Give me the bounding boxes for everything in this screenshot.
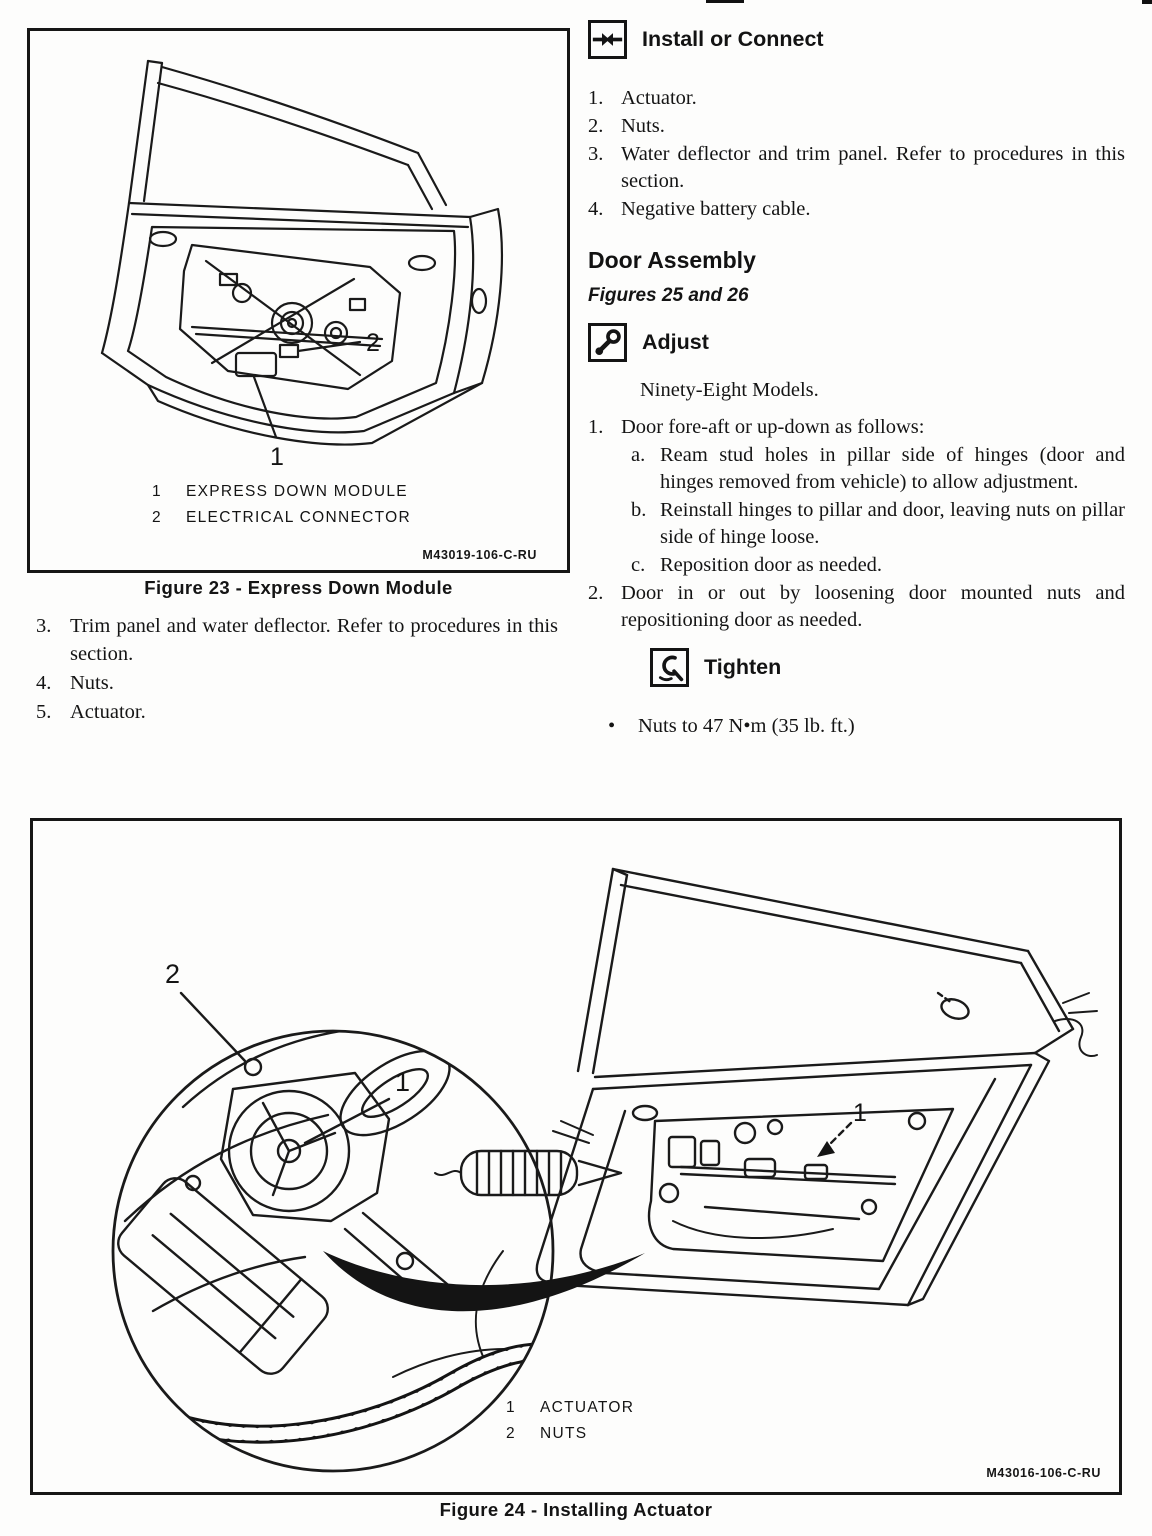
- item-text: Water deflector and trim panel. Refer to procedures in this section.: [621, 143, 1125, 192]
- legend-item: [152, 509, 411, 527]
- figure-23-door-illustration: [30, 31, 567, 476]
- sub-list-item: [631, 442, 1125, 496]
- figure-23-callout-2: 2: [366, 329, 380, 357]
- section-title: Install or Connect: [642, 27, 824, 51]
- list-item: [588, 580, 1125, 634]
- figure-24-illustration: [33, 821, 1119, 1492]
- model-note: Ninety-Eight Models.: [640, 379, 819, 401]
- list-item: [588, 113, 1125, 140]
- item-number: 1.: [588, 87, 604, 109]
- item-number: 2.: [588, 115, 604, 137]
- section-title: Tighten: [704, 655, 782, 679]
- adjust-header: [588, 323, 1125, 362]
- section-title: Adjust: [642, 330, 709, 354]
- door-assembly-heading: Door Assembly: [588, 247, 756, 273]
- legend-num: 2: [506, 1425, 516, 1442]
- list-item: [588, 141, 1125, 195]
- item-number: 1.: [588, 416, 604, 438]
- figure-24-callout-1: 1: [395, 1067, 411, 1097]
- legend-num: 1: [506, 1399, 516, 1416]
- item-number: 3.: [36, 615, 52, 637]
- figure-23-callout-1: 1: [270, 443, 284, 471]
- item-text: Reposition door as needed.: [660, 554, 883, 576]
- converging-arrows-icon: [588, 20, 627, 59]
- item-number: 4.: [36, 672, 52, 694]
- install-or-connect-header: [588, 20, 1125, 59]
- list-item: [588, 196, 1125, 223]
- item-text: Door in or out by loosening door mounted nuts and repositioning door as needed.: [621, 582, 1125, 631]
- right-column: [588, 20, 1125, 740]
- scan-artifact: [706, 0, 744, 3]
- torque-wrench-icon: [650, 648, 689, 687]
- item-text: Nuts.: [70, 672, 114, 694]
- tighten-header: [650, 648, 1125, 687]
- item-letter: b.: [631, 499, 647, 521]
- sub-list-item: [631, 552, 1125, 579]
- item-text: Negative battery cable.: [621, 198, 811, 220]
- item-text: Actuator.: [70, 701, 146, 723]
- item-number: 4.: [588, 198, 604, 220]
- legend-item: [506, 1425, 634, 1443]
- legend-num: 1: [152, 483, 162, 500]
- figure-24-door-callout-1: 1: [853, 1099, 867, 1127]
- figure-23-part-number: M43019-106-C-RU: [422, 548, 537, 562]
- legend-label: EXPRESS DOWN MODULE: [186, 483, 408, 500]
- figure-24-caption: Figure 24 - Installing Actuator: [439, 1499, 713, 1520]
- figure-24-callout-2: 2: [165, 959, 181, 989]
- item-text: Trim panel and water deflector. Refer to procedures in this section.: [70, 615, 558, 665]
- item-text: Nuts.: [621, 115, 665, 137]
- figure-23-legend: [152, 483, 411, 535]
- list-item: [36, 698, 558, 726]
- list-item: [588, 414, 1125, 441]
- legend-item: [152, 483, 411, 501]
- left-column-list: [36, 612, 558, 727]
- item-letter: c.: [631, 554, 646, 576]
- legend-label: NUTS: [540, 1425, 588, 1442]
- bullet-text: Nuts to 47 N•m (35 lb. ft.): [638, 715, 855, 737]
- figure-23-caption: Figure 23 - Express Down Module: [144, 577, 453, 598]
- item-text: Door fore-aft or up-down as follows:: [621, 416, 925, 438]
- item-letter: a.: [631, 444, 646, 466]
- figures-reference: Figures 25 and 26: [588, 285, 749, 306]
- legend-label: ELECTRICAL CONNECTOR: [186, 509, 411, 526]
- scan-artifact: [1142, 0, 1152, 4]
- torque-spec-bullet: [608, 713, 1125, 740]
- legend-num: 2: [152, 509, 162, 526]
- legend-item: [506, 1399, 634, 1417]
- list-item: [36, 669, 558, 697]
- item-number: 3.: [588, 143, 604, 165]
- item-text: Actuator.: [621, 87, 697, 109]
- figure-24-part-number: M43016-106-C-RU: [986, 1466, 1101, 1480]
- figure-24-box: [30, 818, 1122, 1495]
- item-text: Reinstall hinges to pillar and door, leaving nuts on pillar side of hinge loose.: [660, 499, 1125, 548]
- list-item: [588, 85, 1125, 112]
- item-text: Ream stud holes in pillar side of hinges (door and hinges removed from vehicle) to allow adjustment.: [660, 444, 1125, 493]
- figure-23-box: [27, 28, 570, 573]
- key-icon: [588, 323, 627, 362]
- legend-label: ACTUATOR: [540, 1399, 635, 1416]
- sub-list-item: [631, 497, 1125, 551]
- list-item: [36, 612, 558, 668]
- bullet-marker: •: [608, 715, 616, 737]
- figure-24-legend: [506, 1399, 634, 1451]
- item-number: 2.: [588, 582, 604, 604]
- item-number: 5.: [36, 701, 52, 723]
